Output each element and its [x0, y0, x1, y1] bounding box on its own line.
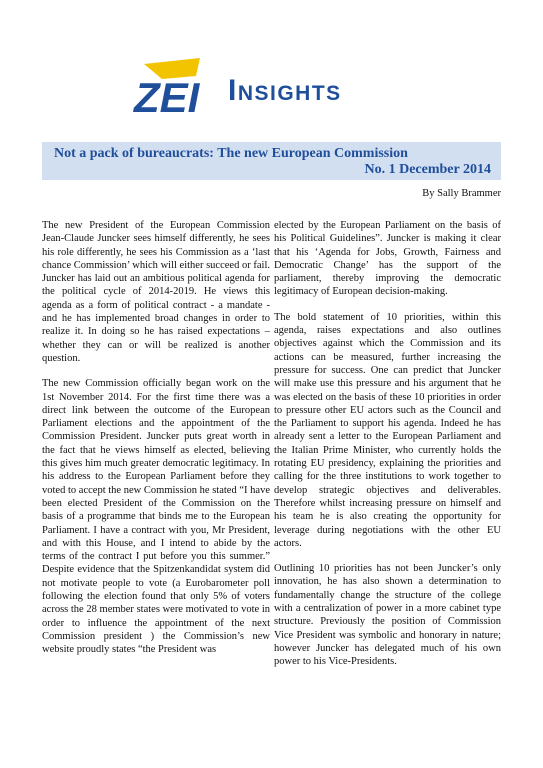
issue-label: No. 1 December 2014	[364, 162, 491, 177]
zei-logo	[130, 50, 430, 120]
zei-logo-mark	[130, 50, 230, 120]
right-column	[274, 219, 501, 681]
paragraph: The new Commission officially began work on the 1st November 2014. For the first time there was a direct link between the outcome of the European Parliament elections and the appointment of the Commission President. Juncker puts great worth in the fact that he views himself as elected, believing this gives him much greater democratic legitimacy. In his address to the European Parliament before they voted to accept the new Commission he stated “I have been elected President of the Commission on the basis of a programme that binds me to the European Parliament. I have a contract with you, Mr President, and with this House, and I intend to abide by the terms of the contract I put before you this summer.” Despite evidence that the Spitzenkandidat system did not motivate people to vote (a Eurobarometer poll following the election found that only 5% of voters across the 28 member states were motivated to vote in order to influence the appointment of the next Commission president ) the Commission’s new website proudly states “the President was	[42, 378, 270, 656]
left-column	[42, 219, 270, 669]
paragraph: Outlining 10 priorities has not been Juncker’s only innovation, he has also shown a determination to fundamentally change the structure of the college with a centralization of power in a more cabinet type structure. Previously the position of Commission Vice President was symbolic and honorary in nature; however Juncker has delegated much of his own power to his Vice-Presidents.	[274, 563, 501, 668]
paragraph: elected by the European Parliament on the basis of his Political Guidelines”. Juncker is making it clear that his ‘Agenda for Jobs, Growth, Fairness and Democratic Change’ has the support of the parliament, thereby improving the democratic legitimacy of European decision-making.	[274, 220, 501, 298]
byline: By Sally Brammer	[422, 188, 501, 199]
logo-wordmark: Insights	[228, 74, 342, 107]
title-banner	[42, 142, 501, 180]
article-title: Not a pack of bureaucrats: The new European Commission	[54, 146, 408, 161]
paragraph: The bold statement of 10 priorities, within this agenda, raises expectations and also outlines objectives against which the Commission and its actions can be measured, further increasing the pressure for success. One can predict that Juncker will make use this pressure and his argument that he was elected on the basis of these 10 priorities in order to pressure other EU actors such as the Council and the Parliament to support his agenda. Indeed he has already sent a letter to the European Parliament and the Italian Prime Minister, who currently holds the rotating EU presidency, explaining the priorities and calling for the three institutions to work together to develop strategic objectives and deliverables. Therefore whilst increasing pressure on himself and his team he is also creating the opportunity for leverage during negotiations with the other EU actors.	[274, 311, 501, 549]
paragraph: The new President of the European Commission Jean-Claude Juncker sees himself differently, he sees his role differently, he sees his Commission as a ‘last chance Commission’ which will either succeed or fail. Juncker has laid out an ambitious political agenda for the political cycle of 2014-2019. He views this agenda as a form of political contract - a mandate - and he has implemented broad changes in order to realize it. In doing so he has raised expectations – whether they can or will be realized is another question.	[42, 220, 270, 364]
logo-mark-text: ZEI	[134, 74, 200, 120]
